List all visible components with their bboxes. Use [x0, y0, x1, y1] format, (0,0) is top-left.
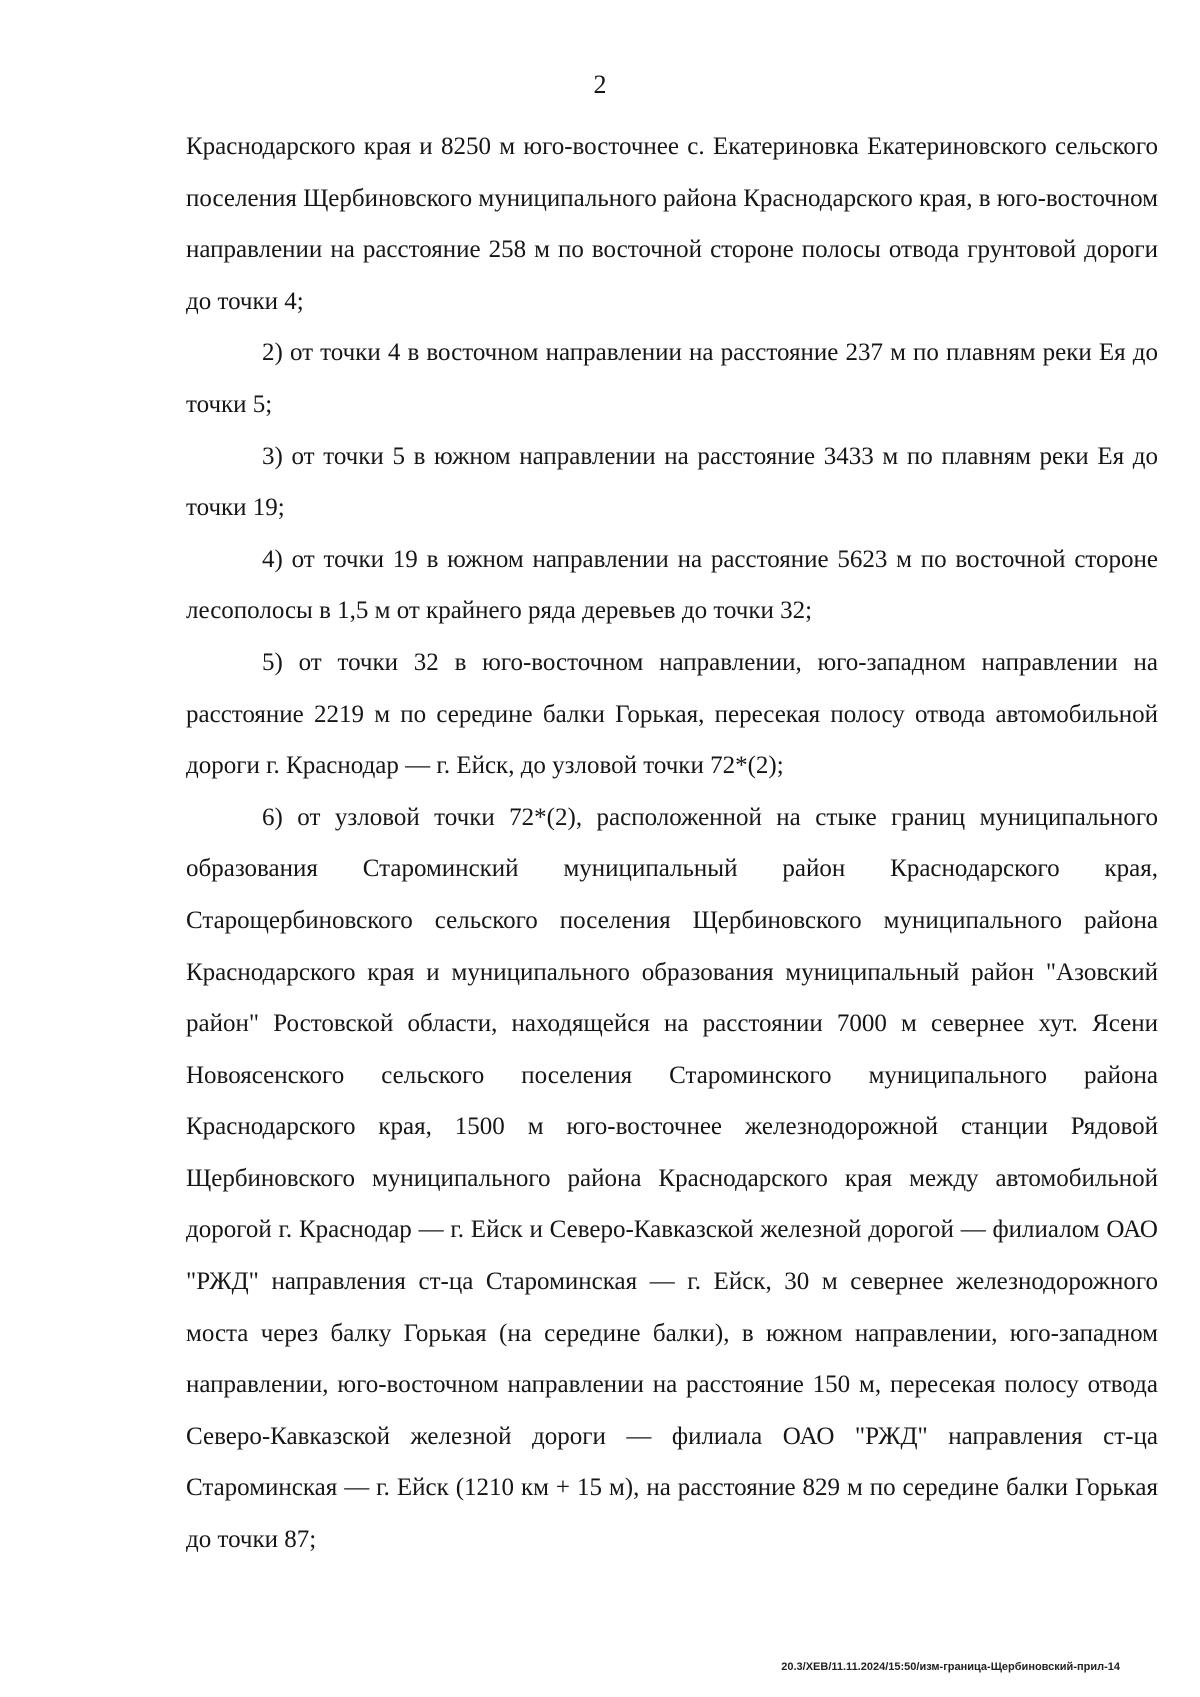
paragraph-item-2: 2) от точки 4 в восточном направлении на расстояние 237 м по плавням реки Ея до точки 5;	[186, 339, 1158, 418]
paragraph-item-4: 4) от точки 19 в южном направлении на расстояние 5623 м по восточной стороне лесополосы в 1,5 м от крайнего ряда деревьев до точки 32;	[186, 545, 1158, 625]
footer-document-code: 20.3/ХЕВ/11.11.2024/15:50/изм-граница-Щербиновский-прил-14	[781, 1661, 1120, 1673]
paragraph-continuation: Краснодарского края и 8250 м юго-восточнее с. Екатериновка Екатериновского сельского поселения Щербиновского муниципального района Краснодарского края, в юго-восточном направлении на расстояние 258 м по восточной стороне полосы отвода грунтовой дороги до точки 4;	[186, 133, 1158, 315]
paragraph-item-6: 6) от узловой точки 72*(2), расположенной на стыке границ муниципального образования Староминский муниципальный район Краснодарского края, Старощербиновского сельского поселения Щербиновского муниципального района Краснодарского края и муниципального образования муниципальный район "Азовский район" Ростовской области, находящейся на расстоянии 7000 м севернее хут. Ясени Новоясенского сельского поселения Староминского муниципального района Краснодарского края, 1500 м юго-восточнее железнодорожной станции Рядовой Щербиновского муниципального района Краснодарского края между автомобильной дорогой г. Краснодар — г. Ейск и Северо-Кавказской железной дорогой — филиалом ОАО "РЖД" направления ст-ца Староминская — г. Ейск, 30 м севернее железнодорожного моста через балку Горькая (на середине балки), в южном направлении, юго-западном направлении, юго-восточном направлении на расстояние 150 м, пересекая полосу отвода Северо-Кавказской железной дороги — филиала ОАО "РЖД" направления ст-ца Староминская — г. Ейск (1210 км + 15 м), на расстояние 829 м по середине балки Горькая до точки 87;	[186, 803, 1158, 1554]
paragraph-item-3: 3) от точки 5 в южном направлении на расстояние 3433 м по плавням реки Ея до точки 19;	[186, 442, 1158, 522]
paragraph-item-5: 5) от точки 32 в юго-восточном направлении, юго-западном направлении на расстояние 2219 м по середине балки Горькая, пересекая полосу отвода автомобильной дороги г. Краснодар — г. Ейск, до узловой точки 72*(2);	[186, 648, 1158, 780]
page-number: 2	[593, 70, 607, 99]
document-body	[186, 121, 1158, 1566]
